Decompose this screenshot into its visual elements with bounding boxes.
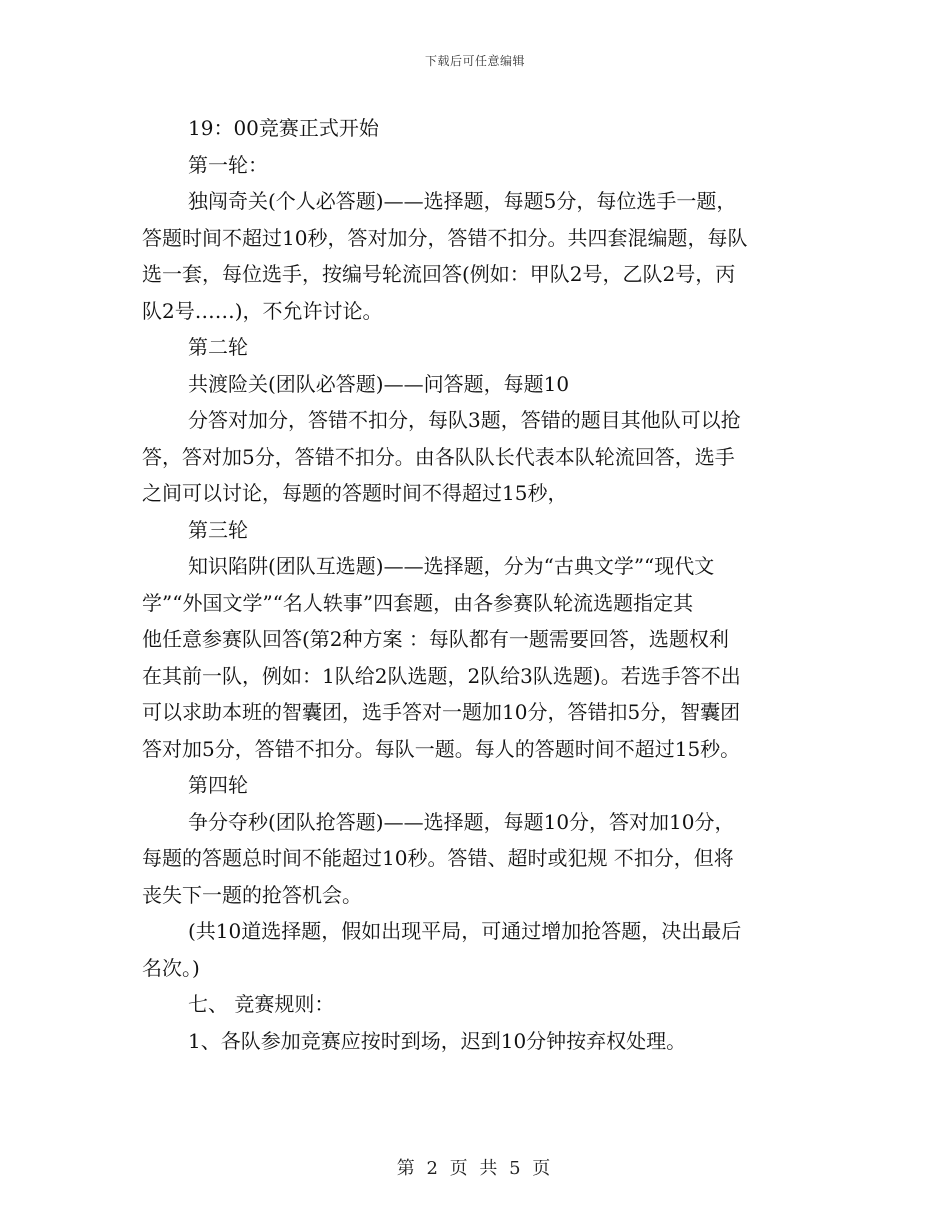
paragraph-line: 答对加5分，答错不扣分。每队一题。每人的答题时间不超过15秒。 <box>142 736 741 761</box>
paragraph-line: 队2号……)，不允许讨论。 <box>142 298 383 323</box>
paragraph-line: 选一套，每位选手，按编号轮流回答(例如：甲队2号，乙队2号，丙 <box>142 262 736 286</box>
paragraph-line: 名次。) <box>142 955 200 980</box>
paragraph-line: 共渡险关(团队必答题)——问答题，每题10 <box>188 371 570 396</box>
paragraph-line: 第三轮 <box>188 517 248 542</box>
paragraph-line: 第二轮 <box>188 335 248 359</box>
paragraph-line: 独闯奇关(个人必答题)——选择题，每题5分，每位选手一题， <box>188 189 737 213</box>
paragraph-line: 丧失下一题的抢答机会。 <box>142 882 362 907</box>
paragraph-line: 答题时间不超过10秒，答对加分，答错不扣分。共四套混编题，每队 <box>142 225 748 250</box>
paragraph-line: 分答对加分，答错不扣分，每队3题，答错的题目其他队可以抢 <box>188 408 741 432</box>
paragraph-line: 可以求助本班的智囊团，选手答对一题加10分，答错扣5分，智囊团 <box>142 700 741 724</box>
section-heading: 七、 竞赛规则： <box>188 992 335 1016</box>
paragraph-line: 之间可以讨论，每题的答题时间不得超过15秒， <box>142 481 568 505</box>
paragraph-line: 答，答对加5分，答错不扣分。由各队队长代表本队轮流回答，选手 <box>142 444 735 469</box>
paragraph-line: 第一轮： <box>188 152 268 177</box>
paragraph-line: 在其前一队，例如：1队给2队选题，2队给3队选题)。若选手答不出 <box>142 663 741 688</box>
paragraph-line: 知识陷阱(团队互选题)——选择题，分为“古典文学”“现代文 <box>188 554 715 578</box>
page-header: 下载后可任意编辑 <box>424 54 525 68</box>
paragraph-line: (共10道选择题，假如出现平局，可通过增加抢答题，决出最后 <box>188 919 742 943</box>
paragraph-line: 每题的答题总时间不能超过10秒。答错、超时或犯规 不扣分，但将 <box>142 846 734 870</box>
paragraph-line: 争分夺秒(团队抢答题)——选择题，每题10分，答对加10分， <box>188 809 735 834</box>
paragraph-line: 1、各队参加竞赛应按时到场，迟到10分钟按弃权处理。 <box>188 1028 687 1053</box>
page-number: 第 2 页 共 5 页 <box>396 1158 554 1179</box>
paragraph-line: 学”“外国文学”“名人轶事”四套题，由各参赛队轮流选题指定其 <box>142 590 694 615</box>
paragraph-line: 19：00竞赛正式开始 <box>188 116 379 140</box>
paragraph-line: 第四轮 <box>188 773 248 797</box>
document-body <box>142 110 822 1059</box>
paragraph-line: 他任意参赛队回答(第2种方案 ：每队都有一题需要回答，选题权利 <box>142 627 729 651</box>
